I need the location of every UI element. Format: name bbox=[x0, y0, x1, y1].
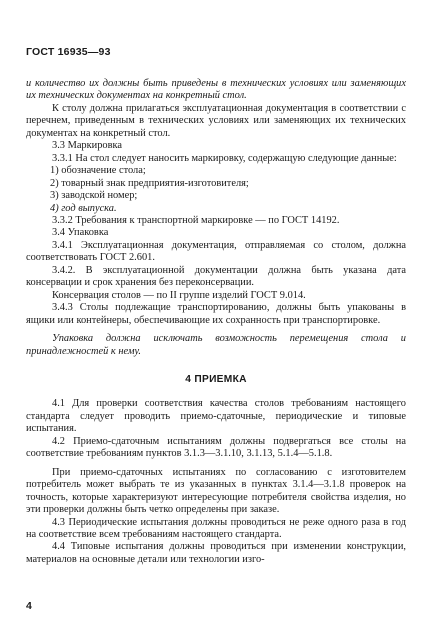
paragraph: 4.2 Приемо-сдаточным испытаниям должны подвергаться все столы на соответствие требованиям пунктов 3.1.3—3.1.10, 3.1.13, 5.1.4—5.1.8. bbox=[26, 435, 406, 460]
paragraph: К столу должна прилагаться эксплуатационная документация в соответствии с перечнем, приведенным в технических условиях или заменяющих их технических документах на конкретный стол. bbox=[26, 102, 406, 139]
paragraph: 3.4.3 Столы подлежащие транспортированию, должны быть упакованы в ящики или контейнеры, обеспечивающие их сохранность при транспортировке. bbox=[26, 302, 406, 326]
paragraph: 3.4.2. В эксплуатационной документации должна быть указана дата консервации и срок хранения без переконсервации. bbox=[26, 264, 406, 289]
paragraph: и количество их должны быть приведены в технических условиях или заменяющих их технических документах на конкретный стол. bbox=[26, 78, 406, 102]
paragraph: 3.3.1 На стол следует наносить маркировку, содержащую следующие данные: bbox=[52, 152, 397, 164]
paragraph: 3) заводской номер; bbox=[50, 190, 138, 202]
section-heading: 4 ПРИЕМКА bbox=[185, 373, 247, 385]
paragraph: При приемо-сдаточных испытаниях по согласованию с изготовителем потребитель может выбрать те из указанных в пунктах 3.1.4—3.1.8 проверок на точность, которые характеризуют интересующие потребителя свойства изделия, но эти проверки должны быть четко определены при заказе. bbox=[26, 466, 406, 516]
paragraph: 3.4 Упаковка bbox=[52, 227, 109, 239]
paragraph: 4.3 Периодические испытания должны проводиться не реже одного раза в год на соответствие всем требованиям настоящего стандарта. bbox=[26, 516, 406, 540]
paragraph: 2) товарный знак предприятия-изготовителя; bbox=[50, 177, 249, 189]
document-body bbox=[26, 78, 406, 566]
paragraph: Упаковка должна исключать возможность перемещения стола и принадлежностей к нему. bbox=[26, 333, 406, 357]
paragraph: 4.1 Для проверки соответствия качества столов требованиям настоящего стандарта следует проводить приемо-сдаточные, периодические и типовые испытания. bbox=[26, 398, 406, 435]
paragraph: Консервация столов — по II группе изделий ГОСТ 9.014. bbox=[52, 289, 306, 301]
paragraph: 3.3 Маркировка bbox=[52, 140, 123, 152]
page-number: 4 bbox=[26, 600, 32, 612]
paragraph: 1) обозначение стола; bbox=[50, 165, 146, 177]
paragraph: 3.3.2 Требования к транспортной маркировке — по ГОСТ 14192. bbox=[52, 214, 340, 226]
paragraph: 4) год выпуска. bbox=[50, 202, 117, 214]
document-header: ГОСТ 16935—93 bbox=[26, 46, 111, 58]
paragraph: 3.4.1 Эксплуатационная документация, отправляемая со столом, должна соответствовать ГОСТ 2.601. bbox=[26, 239, 406, 264]
paragraph: 4.4 Типовые испытания должны проводиться при изменении конструкции, материалов на основные детали или технологии изго- bbox=[26, 541, 406, 565]
